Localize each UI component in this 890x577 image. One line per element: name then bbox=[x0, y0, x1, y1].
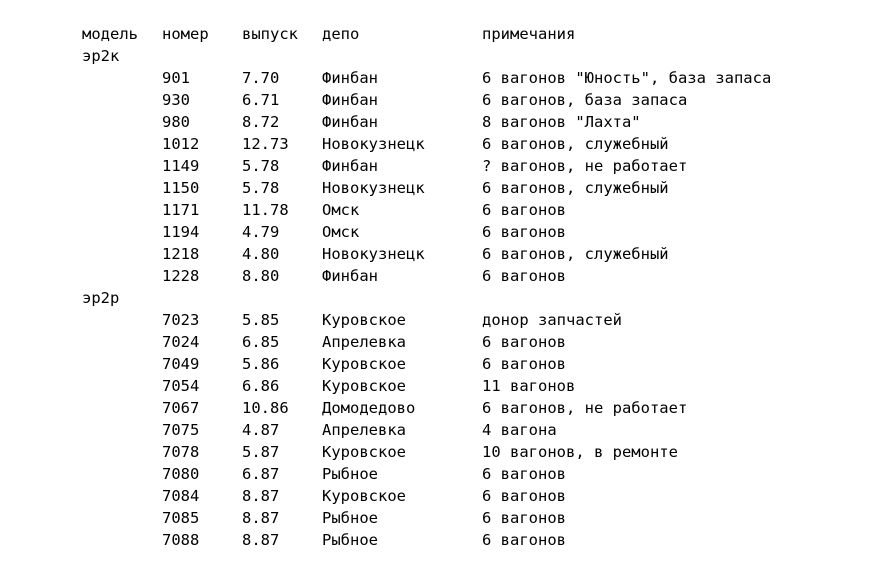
depot-name: Омск bbox=[322, 223, 360, 241]
train-number: 7054 bbox=[162, 377, 200, 395]
notes-text: 11 вагонов bbox=[482, 377, 576, 395]
release-date: 5.78 bbox=[242, 179, 280, 197]
notes-text: 6 вагонов, служебный bbox=[482, 245, 669, 263]
release-date: 6.86 bbox=[242, 377, 280, 395]
notes-text: 6 вагонов, служебный bbox=[482, 135, 669, 153]
notes-text: 6 вагонов bbox=[482, 531, 566, 549]
notes-text: донор запчастей bbox=[482, 311, 622, 329]
release-date: 6.85 bbox=[242, 333, 280, 351]
depot-name: Новокузнецк bbox=[322, 135, 425, 153]
notes-text: 10 вагонов, в ремонте bbox=[482, 443, 678, 461]
release-date: 4.79 bbox=[242, 223, 280, 241]
depot-name: Финбан bbox=[322, 91, 378, 109]
depot-name: Апрелевка bbox=[322, 421, 406, 439]
depot-name: Финбан bbox=[322, 69, 378, 87]
depot-name: Куровское bbox=[322, 355, 406, 373]
header-number: номер bbox=[162, 25, 209, 43]
depot-name: Куровское bbox=[322, 487, 406, 505]
release-date: 4.80 bbox=[242, 245, 280, 263]
depot-name: Рыбное bbox=[322, 509, 378, 527]
release-date: 7.70 bbox=[242, 69, 280, 87]
notes-text: 6 вагонов bbox=[482, 333, 566, 351]
release-date: 6.87 bbox=[242, 465, 280, 483]
release-date: 8.80 bbox=[242, 267, 280, 285]
release-date: 5.78 bbox=[242, 157, 280, 175]
release-date: 12.73 bbox=[242, 135, 289, 153]
train-number: 1171 bbox=[162, 201, 200, 219]
train-number: 7080 bbox=[162, 465, 200, 483]
release-date: 5.87 bbox=[242, 443, 280, 461]
notes-text: 6 вагонов bbox=[482, 223, 566, 241]
train-number: 1194 bbox=[162, 223, 200, 241]
release-date: 5.85 bbox=[242, 311, 280, 329]
notes-text: 6 вагонов, база запаса bbox=[482, 91, 688, 109]
model-name: эр2р bbox=[82, 289, 120, 307]
depot-name: Куровское bbox=[322, 443, 406, 461]
notes-text: 8 вагонов "Лахта" bbox=[482, 113, 641, 131]
train-number: 1150 bbox=[162, 179, 200, 197]
train-number: 7049 bbox=[162, 355, 200, 373]
train-number: 1149 bbox=[162, 157, 200, 175]
depot-name: Апрелевка bbox=[322, 333, 406, 351]
train-number: 7088 bbox=[162, 531, 200, 549]
depot-name: Куровское bbox=[322, 377, 406, 395]
notes-text: 6 вагонов bbox=[482, 465, 566, 483]
train-number: 901 bbox=[162, 69, 190, 87]
notes-text: 6 вагонов bbox=[482, 201, 566, 219]
notes-text: 6 вагонов bbox=[482, 487, 566, 505]
depot-name: Домодедово bbox=[322, 399, 416, 417]
train-number: 7067 bbox=[162, 399, 200, 417]
header-release: выпуск bbox=[242, 25, 298, 43]
notes-text: 6 вагонов bbox=[482, 267, 566, 285]
release-date: 8.87 bbox=[242, 509, 280, 527]
train-number: 7024 bbox=[162, 333, 200, 351]
notes-text: 6 вагонов, служебный bbox=[482, 179, 669, 197]
notes-text: ? вагонов, не работает bbox=[482, 157, 688, 175]
depot-name: Рыбное bbox=[322, 531, 378, 549]
notes-text: 6 вагонов bbox=[482, 355, 566, 373]
notes-text: 6 вагонов bbox=[482, 509, 566, 527]
depot-name: Рыбное bbox=[322, 465, 378, 483]
release-date: 11.78 bbox=[242, 201, 289, 219]
depot-name: Финбан bbox=[322, 157, 378, 175]
depot-name: Новокузнецк bbox=[322, 245, 425, 263]
release-date: 8.87 bbox=[242, 531, 280, 549]
notes-text: 4 вагона bbox=[482, 421, 557, 439]
train-number: 7084 bbox=[162, 487, 200, 505]
train-number: 7078 bbox=[162, 443, 200, 461]
train-number: 980 bbox=[162, 113, 190, 131]
release-date: 5.86 bbox=[242, 355, 280, 373]
release-date: 8.87 bbox=[242, 487, 280, 505]
train-number: 930 bbox=[162, 91, 190, 109]
release-date: 4.87 bbox=[242, 421, 280, 439]
notes-text: 6 вагонов, не работает bbox=[482, 399, 688, 417]
train-number: 7075 bbox=[162, 421, 200, 439]
depot-name: Финбан bbox=[322, 267, 378, 285]
depot-name: Финбан bbox=[322, 113, 378, 131]
header-depot: депо bbox=[322, 25, 360, 43]
header-notes: примечания bbox=[482, 25, 576, 43]
header-model: модель bbox=[82, 25, 138, 43]
depot-name: Куровское bbox=[322, 311, 406, 329]
depot-name: Омск bbox=[322, 201, 360, 219]
train-number: 1228 bbox=[162, 267, 200, 285]
header-row bbox=[0, 23, 576, 45]
notes-text: 6 вагонов "Юность", база запаса bbox=[482, 69, 772, 87]
train-number: 1218 bbox=[162, 245, 200, 263]
train-number: 7085 bbox=[162, 509, 200, 527]
release-date: 6.71 bbox=[242, 91, 280, 109]
release-date: 10.86 bbox=[242, 399, 289, 417]
model-name: эр2к bbox=[82, 47, 120, 65]
train-number: 1012 bbox=[162, 135, 200, 153]
depot-name: Новокузнецк bbox=[322, 179, 425, 197]
release-date: 8.72 bbox=[242, 113, 280, 131]
train-number: 7023 bbox=[162, 311, 200, 329]
